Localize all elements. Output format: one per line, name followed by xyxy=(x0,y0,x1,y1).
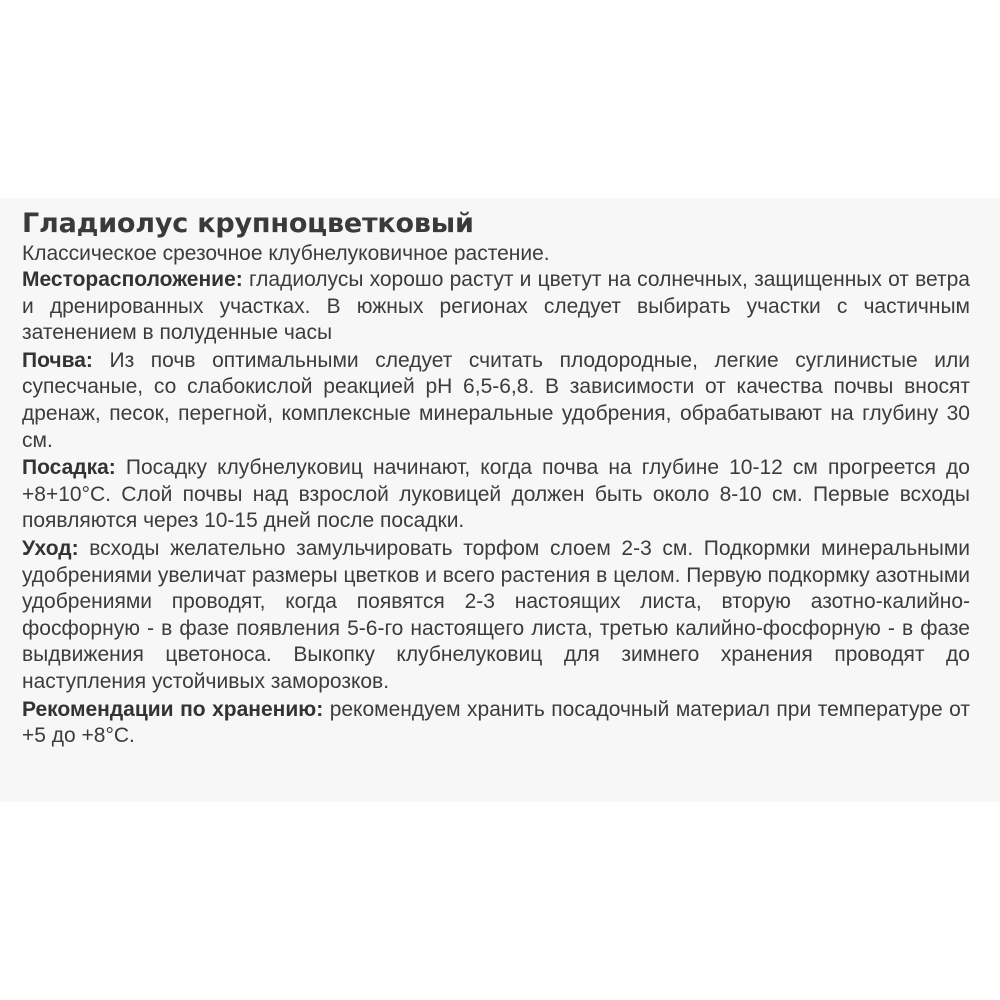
label-text xyxy=(22,207,970,750)
section-care xyxy=(22,536,970,696)
section-storage-heading: Рекомендации по хранению: xyxy=(22,697,324,721)
section-planting-text: Посадку клубнелуковиц начинают, когда почва на глубине 10-12 см прогреется до +8+10°С. Слой почвы над взрослой луковицей должен быть около 8-10 см. Первые всходы появляются через 10-15 дней после посадки. xyxy=(22,456,970,533)
section-care-text: всходы желательно замульчировать торфом слоем 2-3 см. Подкормки минеральными удобрениями увеличат размеры цветков и всего растения в целом. Первую подкормку азотными удобрениями проводят, когда появятся 2-3 настоящих листа, вторую азотно-калийно-фосфорную - в фазе появления 5-6-го настоящего листа, третью калийно-фосфорную - в фазе выдвижения цветоноса. Выкопку клубнелуковиц для зимнего хранения проводят до наступления устойчивых заморозков. xyxy=(22,536,970,693)
subtitle: Классическое срезочное клубнелуковичное растение. xyxy=(22,242,550,265)
section-planting-heading: Посадка: xyxy=(22,456,116,480)
section-soil-heading: Почва: xyxy=(22,348,93,372)
section-location xyxy=(22,267,970,347)
page-title: Гладиолус крупноцветковый xyxy=(22,208,474,239)
section-soil-text: Из почв оптимальными следует считать плодородные, легкие суглинистые или супесчаные, со слабокислой реакцией pH 6,5-6,8. В зависимости от качества почвы вносят дренаж, песок, перегной, комплексные минеральные удобрения, обрабатывают на глубину 30 см. xyxy=(22,348,970,452)
section-location-heading: Месторасположение: xyxy=(22,268,243,291)
section-storage xyxy=(22,697,970,750)
section-location-text: гладиолусы хорошо растут и цветут на солнечных, защищенных от ветра и дренированных участках. В южных регионах следует выбирать участки с частичным затенением в полуденные часы xyxy=(22,268,970,345)
section-planting xyxy=(22,455,970,535)
section-storage-text: рекомендуем хранить посадочный материал при температуре от +5 до +8°С. xyxy=(22,697,970,748)
section-care-heading: Уход: xyxy=(22,536,79,560)
section-soil xyxy=(22,348,970,454)
